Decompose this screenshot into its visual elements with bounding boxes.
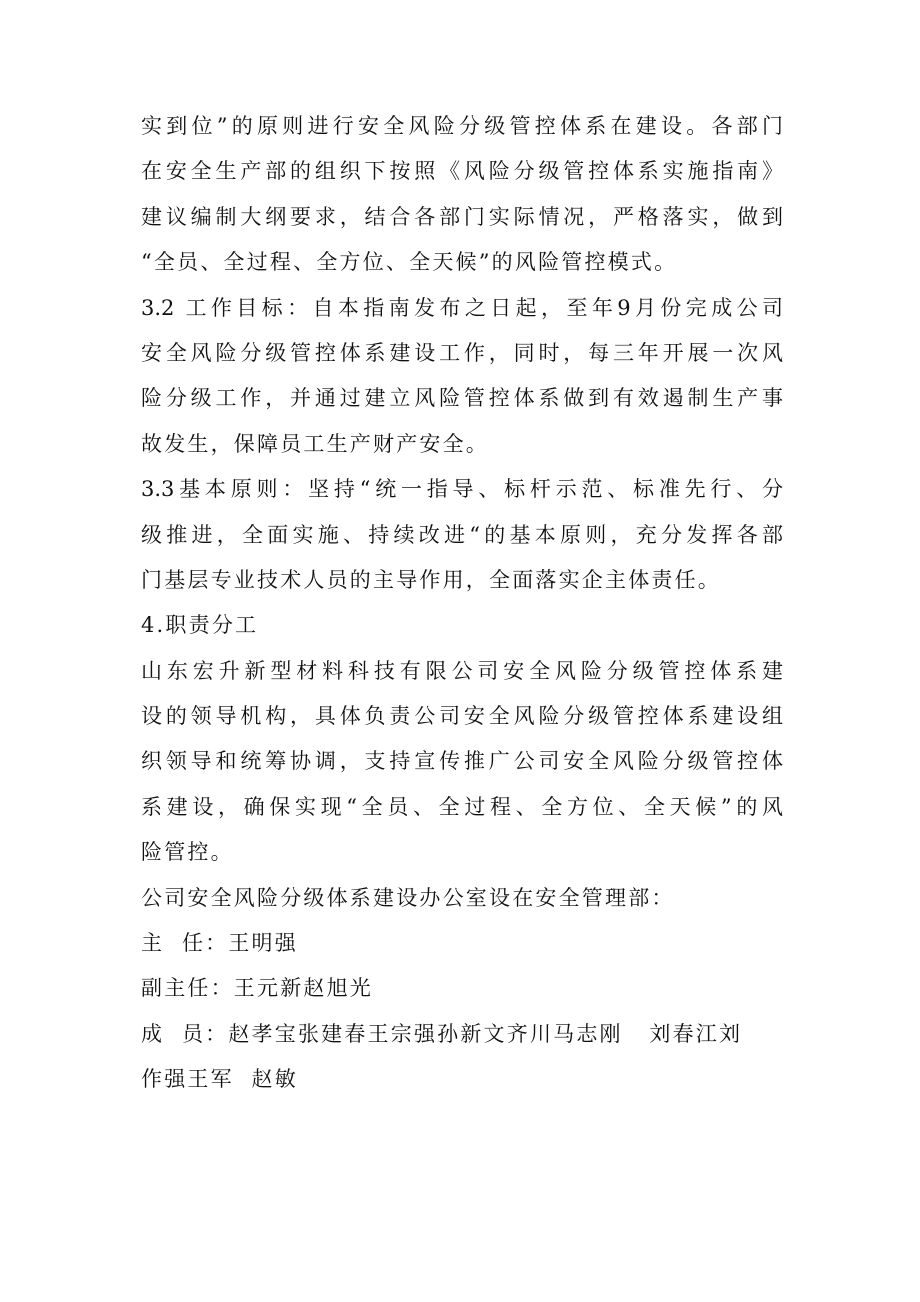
text-line-3: 建议编制大纲要求，结合各部门实际情况，严格落实，做到 xyxy=(141,204,783,229)
text-line-10: 级推进，全面实施、持续改进“的基本原则，充分发挥各部 xyxy=(141,522,783,547)
text-line-16: 系建设，确保实现“全员、全过程、全方位、全天候”的风 xyxy=(141,794,783,819)
text-line-17: 险管控。 xyxy=(141,840,234,865)
text-line-4: “全员、全过程、全方位、全天候”的风险管控模式。 xyxy=(141,250,678,275)
text-line-13: 山东宏升新型材料科技有限公司安全风险分级管控体系建 xyxy=(141,658,783,683)
text-line-9: 3.3基本原则：坚持“统一指导、标杆示范、标准先行、分 xyxy=(141,477,783,502)
text-line-8: 故发生，保障员工生产财产安全。 xyxy=(141,431,489,456)
text-line-6: 安全风险分级管控体系建设工作，同时，每三年开展一次风 xyxy=(141,340,783,365)
text-line-2: 在安全生产部的组织下按照《风险分级管控体系实施指南》 xyxy=(141,159,783,184)
members-line-continued: 作强王军 赵敏 xyxy=(141,1067,298,1092)
members-line: 成 员：赵孝宝张建春王宗强孙新文齐川马志刚 刘春江刘 xyxy=(141,1021,743,1046)
text-line-5: 3.2 工作目标：自本指南发布之日起，至年9月份完成公司 xyxy=(141,295,783,320)
text-line-7: 险分级工作，并通过建立风险管控体系做到有效遏制生产事 xyxy=(141,386,783,411)
text-line-14: 设的领导机构，具体负责公司安全风险分级管控体系建设组 xyxy=(141,704,783,729)
text-line-1: 实到位”的原则进行安全风险分级管控体系在建设。各部门 xyxy=(141,114,783,138)
text-line-15: 织领导和统筹协调，支持宣传推广公司安全风险分级管控体 xyxy=(141,749,783,774)
text-line-11: 门基层专业技术人员的主导作用，全面落实企主体责任。 xyxy=(141,567,721,592)
section-heading: 4.职责分工 xyxy=(141,613,259,638)
deputy-director-line: 副主任：王元新赵旭光 xyxy=(141,976,373,1001)
document-page xyxy=(141,104,783,1103)
text-line-18: 公司安全风险分级体系建设办公室设在安全管理部： xyxy=(141,885,675,910)
director-line: 主 任：王明强 xyxy=(141,931,298,956)
